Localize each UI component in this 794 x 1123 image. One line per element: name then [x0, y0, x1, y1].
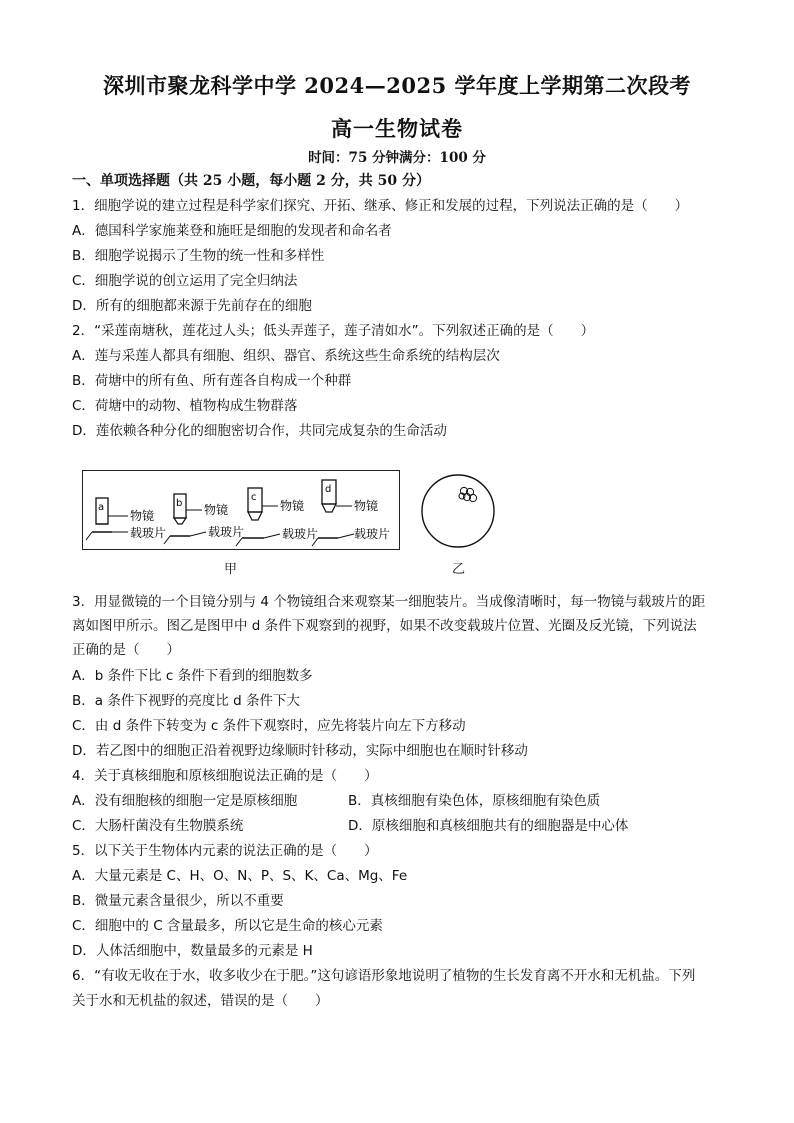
question-3-option-b: B．a 条件下视野的亮度比 d 条件下大 [72, 693, 300, 709]
question-3-option-a: A．b 条件下比 c 条件下看到的细胞数多 [72, 668, 313, 684]
question-4-option-b: B．真核细胞有染色体，原核细胞有染色质 [348, 793, 601, 809]
question-1-option-b: B．细胞学说揭示了生物的统一性和多样性 [72, 248, 325, 264]
time-info: 时间：75 分钟满分：100 分 [308, 150, 486, 166]
lens-label-b: b [175, 497, 182, 509]
figure-caption-jia: 甲 [224, 562, 238, 577]
section-heading: 一、单项选择题（共 25 小题，每小题 2 分，共 50 分） [72, 173, 430, 189]
lens-label-d: d [324, 483, 331, 495]
slide-label-d: 载玻片 [353, 526, 390, 541]
question-3-stem-line1: 3．用显微镜的一个目镜分别与 4 个物镜组合来观察某一细胞装片。当成像清晰时，每一物镜与载玻片的距 [72, 594, 706, 610]
question-2-option-b: B．荷塘中的所有鱼、所有莲各自构成一个种群 [72, 373, 352, 389]
question-3-stem-line2: 离如图甲所示。图乙是图甲中 d 条件下观察到的视野，如果不改变载玻片位置、光圈及反光镜，下列说法 [72, 618, 697, 634]
figure-microscope-objectives [82, 470, 400, 550]
question-2-option-c: C．荷塘中的动物、植物构成生物群落 [72, 398, 298, 414]
question-5-option-a: A．大量元素是 C、H、O、N、P、S、K、Ca、Mg、Fe [72, 868, 408, 884]
exam-subtitle: 高一生物试卷 [331, 116, 463, 141]
question-1-option-c: C．细胞学说的创立运用了完全归纳法 [72, 273, 298, 289]
question-6-stem-line1: 6．“有收无收在于水，收多收少在于肥。”这句谚语形象地说明了植物的生长发育离不开水和无机盐。下列 [72, 968, 696, 984]
question-5-option-d: D．人体活细胞中，数量最多的元素是 H [72, 943, 313, 959]
slide-label-b: 载玻片 [207, 524, 244, 539]
question-1-stem: 1．细胞学说的建立过程是科学家们探究、开拓、继承、修正和发展的过程，下列说法正确的是（ ） [72, 198, 689, 214]
figure-field-of-view [418, 471, 498, 551]
question-4-option-a: A．没有细胞核的细胞一定是原核细胞 [72, 793, 298, 809]
objective-a [86, 498, 128, 540]
question-3-option-c: C．由 d 条件下转变为 c 条件下观察时，应先将装片向左下方移动 [72, 718, 466, 734]
question-2-option-d: D．莲依赖各种分化的细胞密切合作，共同完成复杂的生命活动 [72, 423, 447, 439]
view-circle [422, 475, 494, 547]
question-4-stem: 4．关于真核细胞和原核细胞说法正确的是（ ） [72, 768, 378, 784]
question-2-stem: 2．“采莲南塘秋，莲花过人头；低头弄莲子，莲子清如水”。下列叙述正确的是（ ） [72, 323, 595, 339]
question-5-option-b: B．微量元素含量很少，所以不重要 [72, 893, 284, 909]
objective-b [164, 494, 206, 544]
question-2-option-a: A．莲与采莲人都具有细胞、组织、器官、系统这些生命系统的结构层次 [72, 348, 500, 364]
objective-label-d: 物镜 [353, 498, 378, 513]
question-5-option-c: C．细胞中的 C 含量最多，所以它是生命的核心元素 [72, 918, 383, 934]
question-3-stem-line3: 正确的是（ ） [72, 642, 180, 658]
objective-label-b: 物镜 [203, 502, 228, 517]
lens-label-c: c [250, 491, 256, 503]
objectives-diagram [82, 470, 400, 550]
objective-label-c: 物镜 [279, 498, 304, 513]
question-5-stem: 5．以下关于生物体内元素的说法正确的是（ ） [72, 843, 378, 859]
question-1-option-a: A．德国科学家施莱登和施旺是细胞的发现者和命名者 [72, 223, 392, 239]
lens-label-a: a [97, 501, 104, 513]
slide-label-c: 载玻片 [281, 526, 318, 541]
question-4-option-d: D．原核细胞和真核细胞共有的细胞器是中心体 [348, 818, 629, 834]
question-1-option-d: D．所有的细胞都来源于先前存在的细胞 [72, 298, 312, 314]
objective-label-a: 物镜 [129, 508, 154, 523]
figure-caption-yi: 乙 [452, 562, 466, 577]
question-6-stem-line2: 关于水和无机盐的叙述，错误的是（ ） [72, 993, 329, 1009]
question-3-option-d: D．若乙图中的细胞正沿着视野边缘顺时针移动，实际中细胞也在顺时针移动 [72, 743, 528, 759]
objective-d [312, 480, 354, 546]
slide-label-a: 载玻片 [129, 525, 166, 540]
exam-title: 深圳市聚龙科学中学 2024—2025 学年度上学期第二次段考 [102, 73, 691, 98]
question-4-option-c: C．大肠杆菌没有生物膜系统 [72, 818, 244, 834]
